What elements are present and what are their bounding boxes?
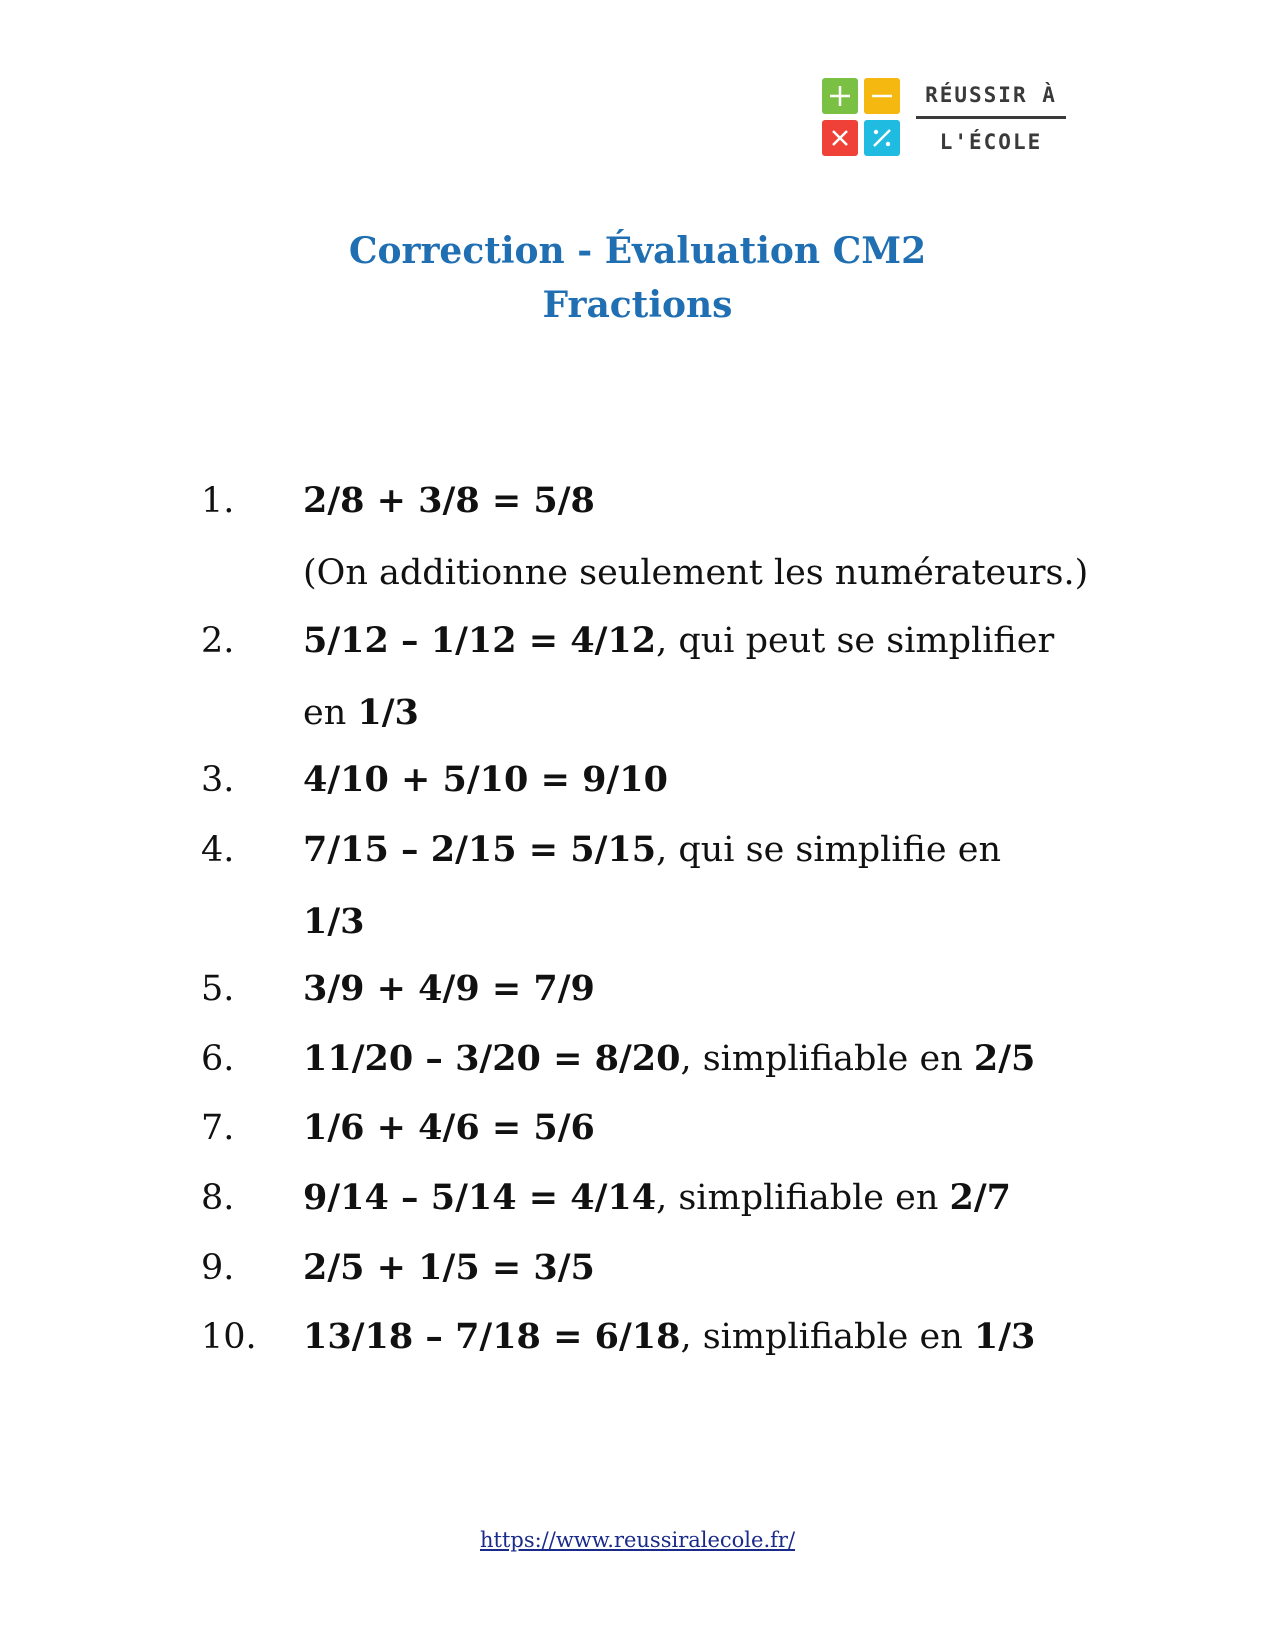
answer-simplified: 2/5 [973, 1038, 1036, 1079]
item-number: 3. [201, 760, 235, 800]
item-number: 4. [201, 830, 235, 870]
answer-comment-cont: en [303, 693, 358, 733]
answer-comment: , simplifiable en [656, 1178, 950, 1218]
times-icon [822, 120, 858, 156]
item-number: 5. [201, 969, 235, 1009]
item-continuation [303, 677, 419, 749]
answer-equation: 7/15 – 2/15 = 5/15 [303, 829, 657, 870]
item-answer [303, 465, 595, 537]
item-number: 8. [201, 1178, 235, 1218]
item-answer [303, 1301, 1035, 1373]
logo-text-line1: RÉUSSIR À [925, 83, 1057, 107]
answer-equation: 11/20 – 3/20 = 8/20 [303, 1038, 681, 1079]
answer-simplified: 1/3 [357, 692, 419, 733]
answer-equation: 2/8 + 3/8 = 5/8 [303, 480, 595, 521]
answer-equation: 9/14 – 5/14 = 4/14 [303, 1177, 657, 1218]
answer-equation: 2/5 + 1/5 = 3/5 [303, 1247, 595, 1288]
answer-equation: 5/12 – 1/12 = 4/12 [303, 620, 657, 661]
item-number: 2. [201, 621, 235, 661]
answer-simplified: 2/7 [949, 1177, 1012, 1218]
minus-icon [864, 78, 900, 114]
answer-equation: 4/10 + 5/10 = 9/10 [303, 759, 668, 800]
item-answer [303, 1092, 595, 1164]
answer-equation: 13/18 – 7/18 = 6/18 [303, 1316, 681, 1357]
logo-text-line2: L'ÉCOLE [939, 130, 1043, 154]
plus-icon [822, 78, 858, 114]
page-title: Correction - Évaluation CM2 [348, 230, 927, 272]
answer-comment: , simplifiable en [680, 1039, 974, 1079]
item-answer [303, 605, 1054, 677]
logo-divider [916, 116, 1066, 119]
answer-simplified: 1/3 [303, 901, 365, 942]
item-number: 6. [201, 1039, 235, 1079]
item-number: 9. [201, 1248, 235, 1288]
item-answer [303, 744, 668, 816]
percent-icon [864, 120, 900, 156]
website-link[interactable]: https://www.reussiralecole.fr/ [479, 1528, 796, 1552]
item-answer [303, 1023, 1035, 1095]
item-continuation [303, 886, 365, 958]
item-number: 10. [201, 1317, 257, 1357]
answer-comment: , qui se simplifie en [656, 830, 1001, 870]
item-note [303, 537, 1088, 609]
logo [822, 78, 1067, 160]
answer-comment: , qui peut se simplifier [656, 621, 1055, 661]
answer-equation: 1/6 + 4/6 = 5/6 [303, 1107, 595, 1148]
answer-equation: 3/9 + 4/9 = 7/9 [303, 968, 595, 1009]
item-number: 1. [201, 481, 235, 521]
answer-comment: , simplifiable en [680, 1317, 974, 1357]
item-answer [303, 1232, 595, 1304]
answer-simplified: 1/3 [973, 1316, 1036, 1357]
item-answer [303, 1162, 1011, 1234]
item-answer [303, 953, 595, 1025]
footer [0, 1528, 1275, 1552]
page-subtitle: Fractions [542, 284, 733, 326]
item-number: 7. [201, 1108, 235, 1148]
item-answer [303, 814, 1001, 886]
answer-note: (On additionne seulement les numérateurs.) [303, 553, 1089, 593]
